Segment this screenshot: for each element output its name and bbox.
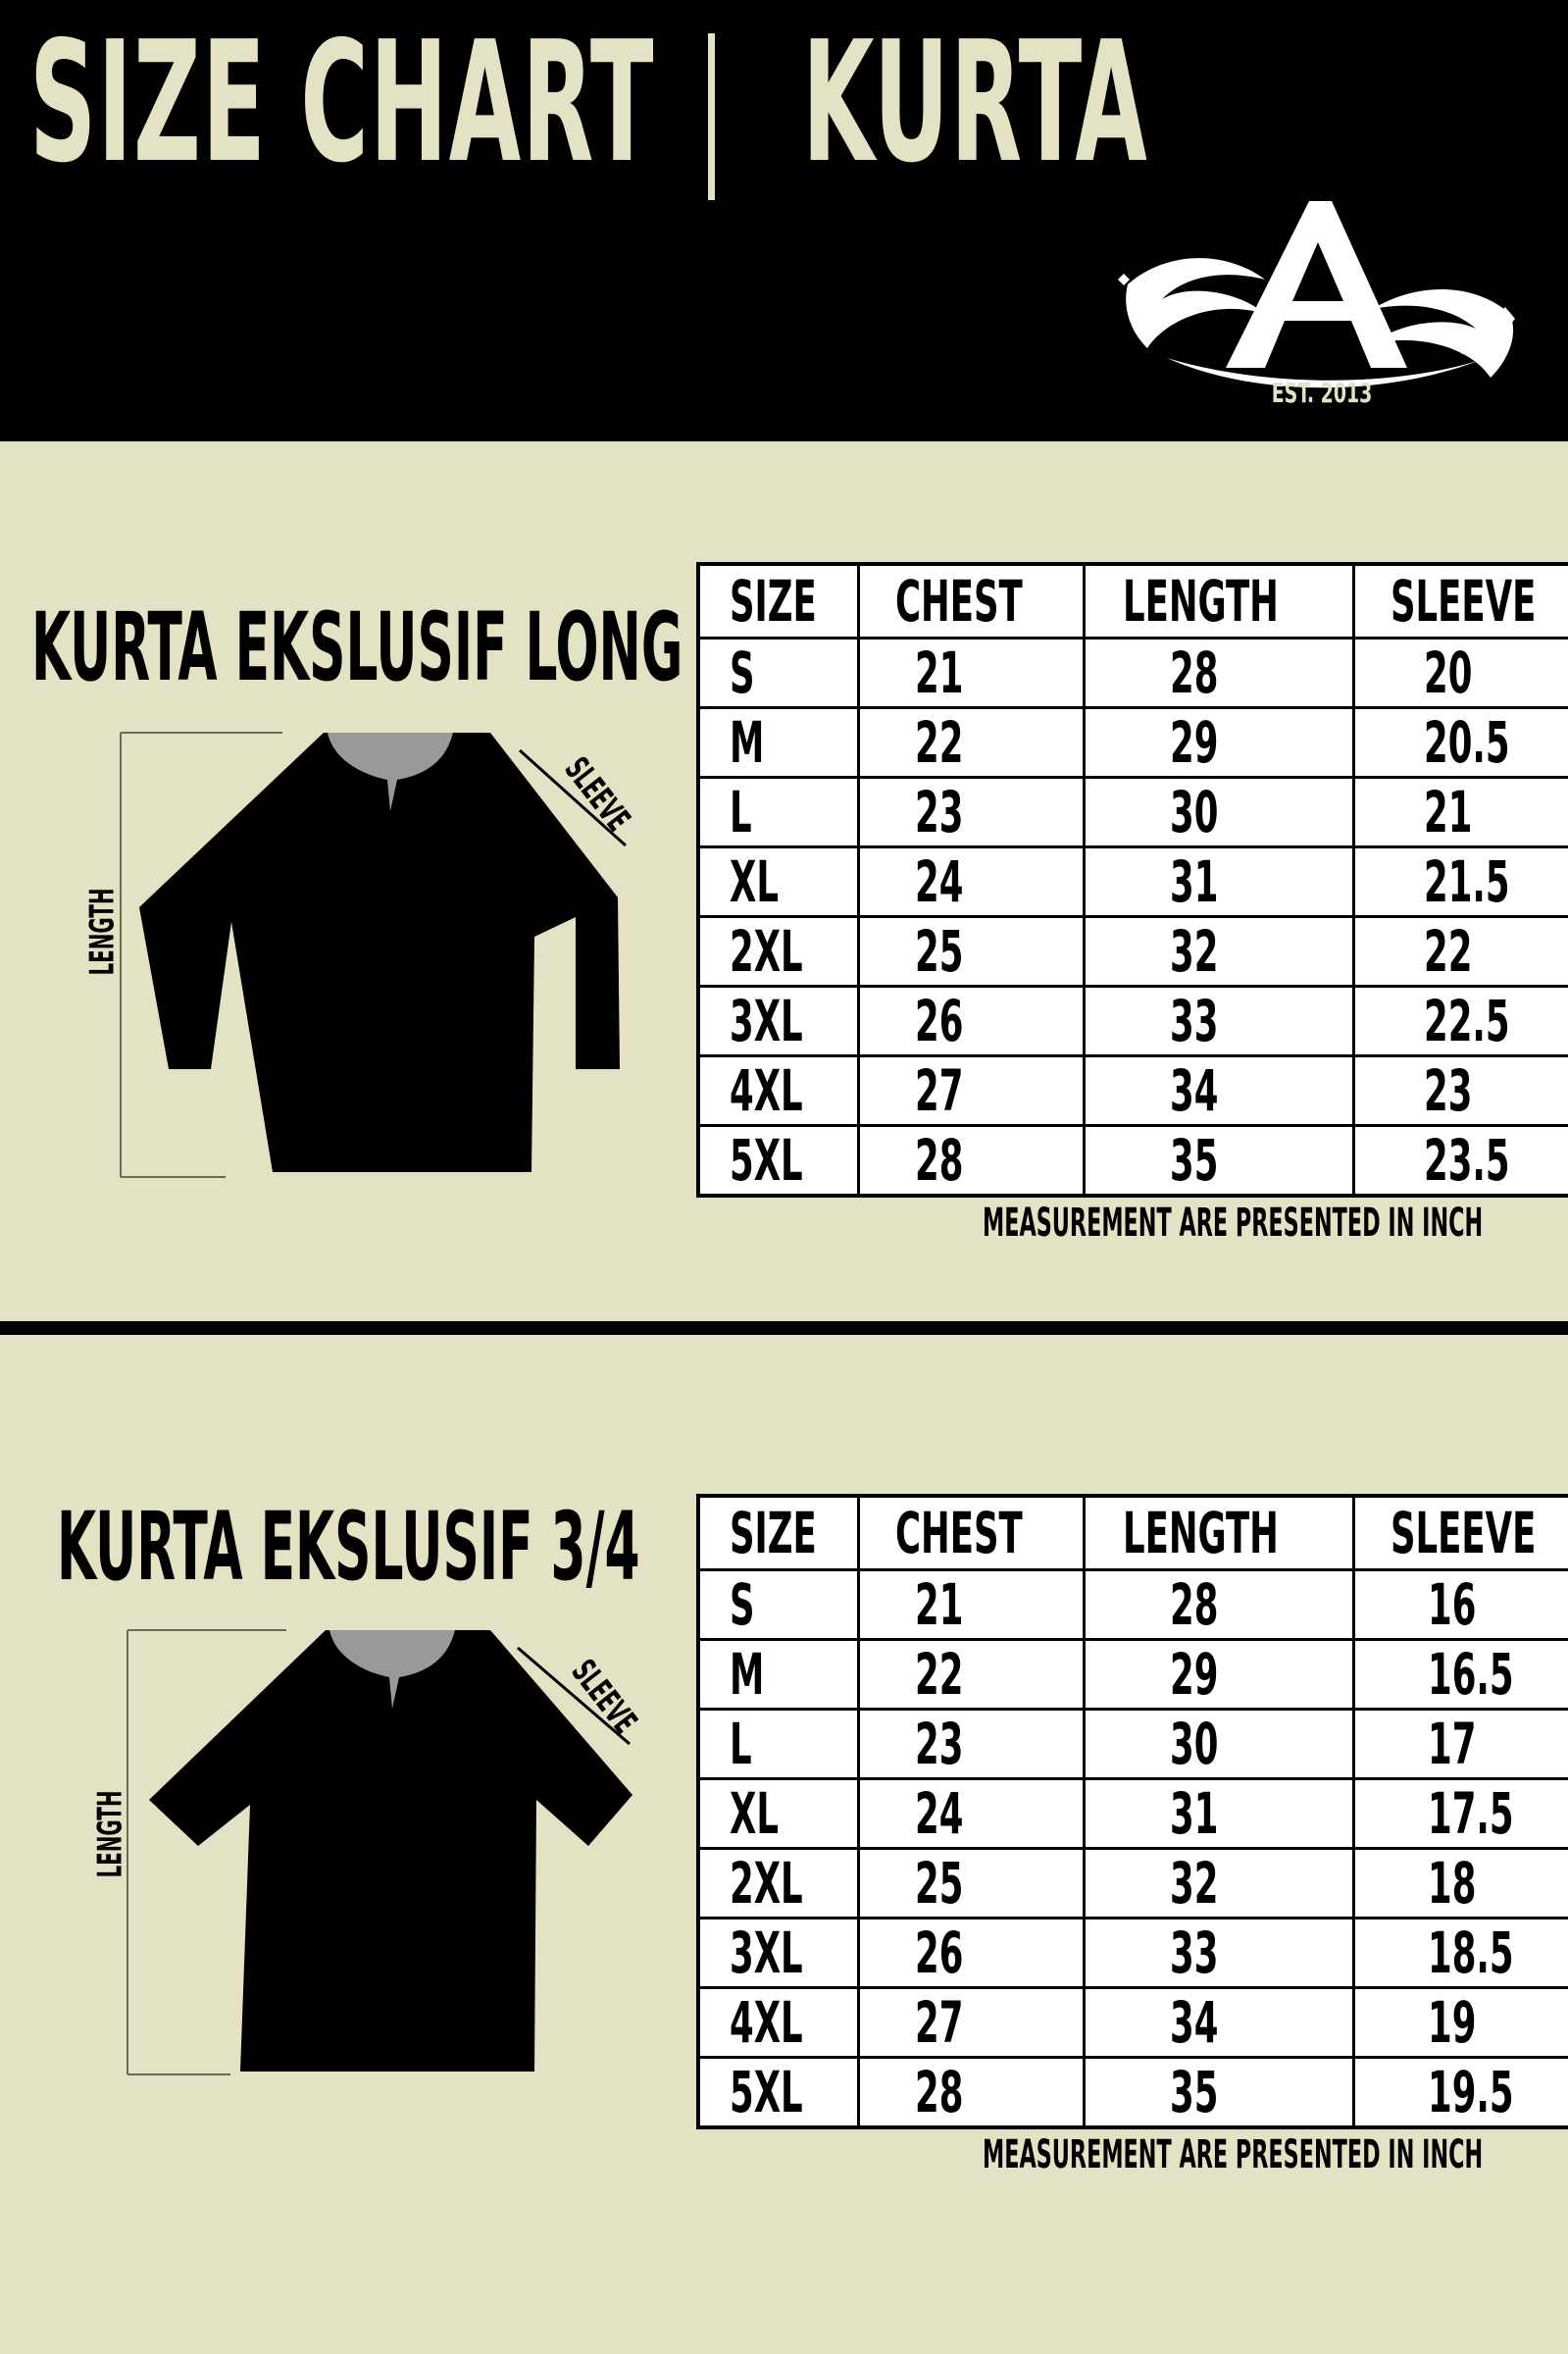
header-chest: CHEST — [859, 564, 1085, 639]
size-cell: XL — [730, 1780, 779, 1847]
sleeve-cell: 21 — [1423, 779, 1473, 845]
logo-est-label: EST. 2013 — [1271, 377, 1373, 409]
sleeve-cell: 16 — [1427, 1571, 1477, 1638]
size-cell: L — [730, 779, 752, 845]
sleeve-cell: 18.5 — [1427, 1919, 1514, 1986]
chest-cell: 24 — [915, 848, 964, 915]
section-divider — [0, 1321, 1568, 1335]
header-size: SIZE — [698, 564, 859, 639]
size-cell: 2XL — [730, 1850, 803, 1917]
sleeve-cell: 22.5 — [1423, 988, 1510, 1054]
table-row — [698, 847, 1568, 917]
header-length: LENGTH — [1085, 1496, 1354, 1570]
header-chest: CHEST — [859, 1496, 1085, 1570]
chest-cell: 25 — [915, 1850, 964, 1917]
sleeve-cell: 18 — [1427, 1850, 1477, 1917]
header-banner — [0, 0, 1568, 441]
length-cell: 28 — [1170, 640, 1219, 706]
length-cell: 34 — [1170, 1989, 1219, 2056]
table-row — [698, 1126, 1568, 1197]
size-cell: L — [730, 1711, 752, 1777]
length-cell: 30 — [1170, 779, 1219, 845]
size-cell: XL — [730, 848, 779, 915]
product-title-three-quarter: KURTA EKSLUSIF 3/4 — [57, 1492, 640, 1602]
size-cell: 4XL — [730, 1989, 803, 2056]
chest-cell: 21 — [915, 640, 964, 706]
sleeve-cell: 23 — [1423, 1057, 1473, 1124]
chest-cell: 22 — [915, 709, 964, 776]
chest-cell: 26 — [915, 1919, 964, 1986]
long-sleeve-kurta-illustration — [59, 721, 647, 1192]
size-cell: 5XL — [730, 2059, 803, 2125]
table-row — [698, 1988, 1568, 2058]
size-cell: 3XL — [730, 1919, 803, 1986]
three-quarter-sleeve-kurta-illustration — [59, 1618, 647, 2089]
size-cell: S — [730, 640, 755, 706]
chest-cell: 27 — [915, 1989, 964, 2056]
length-cell: 35 — [1170, 2059, 1219, 2125]
length-cell: 29 — [1170, 709, 1219, 776]
chest-cell: 27 — [915, 1057, 964, 1124]
sleeve-cell: 21.5 — [1423, 848, 1510, 915]
chest-cell: 26 — [915, 988, 964, 1054]
table-row — [698, 1640, 1568, 1710]
table-header-row — [698, 1496, 1568, 1570]
table-row — [698, 1849, 1568, 1919]
chest-cell: 28 — [915, 2059, 964, 2125]
sleeve-cell: 19 — [1427, 1989, 1477, 2056]
size-cell: 3XL — [730, 988, 803, 1054]
length-cell: 32 — [1170, 1850, 1219, 1917]
table-row — [698, 917, 1568, 987]
length-cell: 32 — [1170, 918, 1219, 985]
header-length: LENGTH — [1085, 564, 1354, 639]
table-row — [698, 1056, 1568, 1126]
title-divider — [708, 33, 715, 200]
chest-cell: 22 — [915, 1641, 964, 1708]
table-row — [698, 2058, 1568, 2128]
size-cell: 5XL — [730, 1127, 803, 1194]
sleeve-cell: 23.5 — [1423, 1127, 1510, 1194]
table-row — [698, 987, 1568, 1056]
table-row — [698, 1570, 1568, 1640]
size-cell: M — [730, 709, 765, 776]
sleeve-cell: 16.5 — [1427, 1641, 1514, 1708]
sleeve-cell: 17 — [1427, 1711, 1477, 1777]
length-cell: 33 — [1170, 1919, 1219, 1986]
page-subtitle: KURTA — [802, 6, 1149, 200]
chest-cell: 28 — [915, 1127, 964, 1194]
length-cell: 33 — [1170, 988, 1219, 1054]
table-header-row — [698, 564, 1568, 639]
size-cell: 2XL — [730, 918, 803, 985]
size-table-long — [696, 562, 1568, 1198]
length-cell: 30 — [1170, 1711, 1219, 1777]
table-row — [698, 1710, 1568, 1779]
chest-cell: 24 — [915, 1780, 964, 1847]
table-row — [698, 1919, 1568, 1988]
size-cell: 4XL — [730, 1057, 803, 1124]
sleeve-cell: 20.5 — [1423, 709, 1510, 776]
sleeve-cell: 22 — [1423, 918, 1473, 985]
size-cell: S — [730, 1571, 755, 1638]
product-title-long: KURTA EKSLUSIF LONG — [31, 592, 683, 702]
sleeve-label-three-quarter: SLEEVE — [563, 1652, 645, 1742]
sleeve-cell: 20 — [1423, 640, 1473, 706]
measurement-note-long: MEASUREMENT ARE PRESENTED IN INCH — [983, 1201, 1484, 1246]
length-cell: 29 — [1170, 1641, 1219, 1708]
length-label-long: LENGTH — [82, 888, 123, 976]
length-cell: 31 — [1170, 848, 1219, 915]
length-cell: 31 — [1170, 1780, 1219, 1847]
length-cell: 35 — [1170, 1127, 1219, 1194]
length-cell: 34 — [1170, 1057, 1219, 1124]
measurement-note-three-quarter: MEASUREMENT ARE PRESENTED IN INCH — [983, 2132, 1484, 2177]
length-cell: 28 — [1170, 1571, 1219, 1638]
table-row — [698, 1779, 1568, 1849]
page-title: SIZE CHART — [29, 6, 655, 200]
table-row — [698, 639, 1568, 708]
header-sleeve: SLEEVE — [1353, 564, 1568, 639]
header-size: SIZE — [698, 1496, 859, 1570]
chest-cell: 21 — [915, 1571, 964, 1638]
header-sleeve: SLEEVE — [1353, 1496, 1568, 1570]
size-table-three-quarter — [696, 1494, 1568, 2129]
size-cell: M — [730, 1641, 765, 1708]
sleeve-label-long: SLEEVE — [556, 749, 638, 840]
table-row — [698, 708, 1568, 778]
chest-cell: 23 — [915, 1711, 964, 1777]
chest-cell: 23 — [915, 779, 964, 845]
sleeve-cell: 17.5 — [1427, 1780, 1514, 1847]
chest-cell: 25 — [915, 918, 964, 985]
length-label-three-quarter: LENGTH — [90, 1790, 130, 1878]
sleeve-cell: 19.5 — [1427, 2059, 1514, 2125]
table-row — [698, 778, 1568, 847]
